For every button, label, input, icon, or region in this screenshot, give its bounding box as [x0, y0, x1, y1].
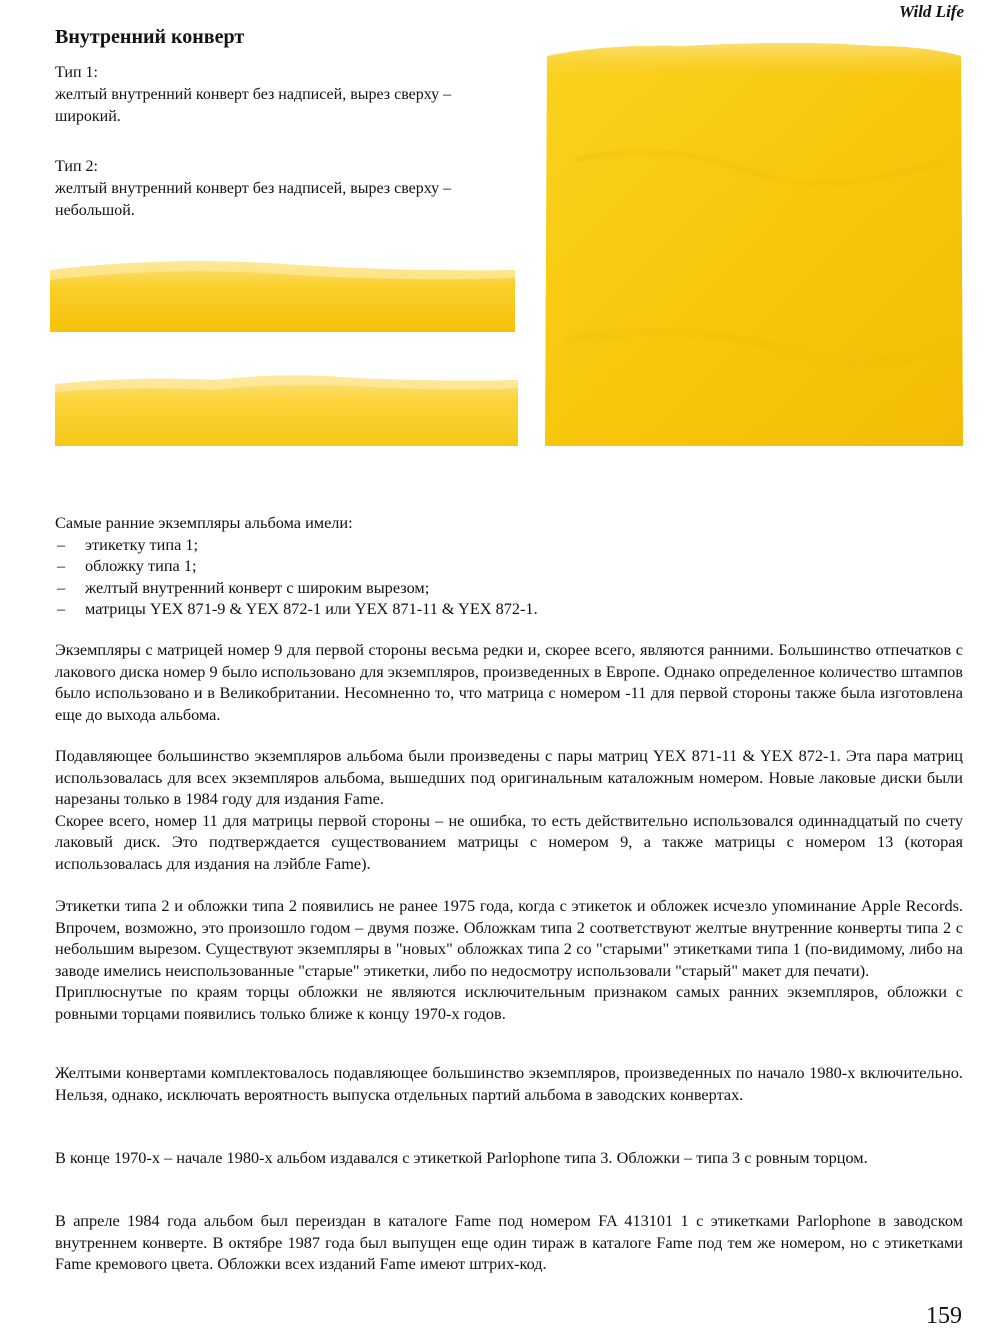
- section-title: Внутренний конверт: [55, 26, 245, 48]
- type-1-description: желтый внутренний конверт без надписей, вырез сверху – широкий.: [55, 86, 452, 125]
- earliest-intro: Самые ранние экземпляры альбома имели:: [55, 513, 353, 532]
- earliest-copies-section: [55, 512, 963, 620]
- paragraph-text: В апреле 1984 года альбом был переиздан в каталоге Fame под номером FA 413101 1 с этикетками Parlophone в заводском внутреннем конверте. В октябре 1987 года был выпущен еще один тираж в каталоге Fame под тем же номером, но с этикетками Fame кремового цвета. Обложки всех изданий Fame имеют штрих-код.: [55, 1211, 963, 1273]
- paragraph-text: В конце 1970-х – начале 1980-х альбом издавался с этикеткой Parlophone типа 3. Обложки – типа 3 с ровным торцом.: [55, 1148, 868, 1167]
- paragraph-yellow-sleeves: [55, 1062, 963, 1105]
- page-number: 159: [926, 1303, 962, 1329]
- earliest-list: [55, 534, 963, 620]
- list-item: – матрицы YEX 871-9 & YEX 872-1 или YEX 871-11 & YEX 872-1.: [55, 598, 963, 620]
- type-2-block: [55, 156, 495, 222]
- paragraph-parlophone-type-3: [55, 1147, 963, 1169]
- type-2-label: Тип 2:: [55, 158, 98, 175]
- paragraph-text: Этикетки типа 2 и обложки типа 2 появились не ранее 1975 года, когда с этикеток и обложек исчезло упоминание Apple Records. Впрочем, возможно, это произошло годом – двумя позже. Обложкам типа 2 соответствуют желтые внутренние конверты типа 2 с небольшим вырезом. Существуют экземпляры в "новых" обложках типа 2 со "старыми" этикетками типа 1 (по-видимому, либо на заводе имелись неиспользованные "старые" этикетки, либо по недосмотру использовали "старый" макет для печати).: [55, 896, 963, 980]
- running-title: Wild Life: [899, 2, 964, 21]
- paragraph-text: Приплюснутые по краям торцы обложки не являются исключительным признаком самых ранних экземпляров, обложки с ровными торцами появились только ближе к концу 1970-х годов.: [55, 982, 963, 1023]
- paragraph-text: Желтыми конвертами комплектовалось подавляющее большинство экземпляров, произведенных по начало 1980-х включительно. Нельзя, однако, исключать вероятность выпуска отдельных партий альбома в заводских конвертах.: [55, 1063, 963, 1104]
- paragraph-matrix-11: [55, 745, 963, 874]
- list-item: – обложку типа 1;: [55, 555, 963, 577]
- sleeve-type-1-image: [50, 252, 515, 332]
- type-1-label: Тип 1:: [55, 64, 98, 81]
- paragraph-matrix-9: [55, 639, 963, 725]
- sleeve-full-image: [545, 40, 963, 446]
- type-1-block: [55, 62, 495, 128]
- sleeve-type-2-image: [55, 370, 518, 446]
- paragraph-text: Экземпляры с матрицей номер 9 для первой стороны весьма редки и, скорее всего, являются ранними. Большинство отпечатков с лакового диска номер 9 было использовано для экземпляров, произведенных в Европе. Однако определенное количество штампов было использовано и в Великобритании. Несомненно то, что матрица с номером -11 для первой стороны также была изготовлена еще до выхода альбома.: [55, 640, 963, 724]
- type-2-description: желтый внутренний конверт без надписей, вырез сверху – небольшой.: [55, 180, 452, 219]
- paragraph-text: Подавляющее большинство экземпляров альбома были произведены с пары матриц YEX 871-11 & YEX 872-1. Эта пара матриц использовалась для всех экземпляров альбома, вышедших под оригинальным каталожным номером. Новые лаковые диски были нарезаны только в 1984 году для издания Fame.: [55, 746, 963, 808]
- list-item: – этикетку типа 1;: [55, 534, 963, 556]
- paragraph-type-2: [55, 895, 963, 1024]
- list-item: – желтый внутренний конверт с широким вырезом;: [55, 577, 963, 599]
- paragraph-text: Скорее всего, номер 11 для матрицы первой стороны – не ошибка, то есть действительно использовался одиннадцатый по счету лаковый диск. Это подтверждается существованием матрицы с номером 9, а также матрицы с номером 13 (которая использовалась для издания на лэйбле Fame).: [55, 810, 963, 873]
- paragraph-fame-reissue: [55, 1210, 963, 1275]
